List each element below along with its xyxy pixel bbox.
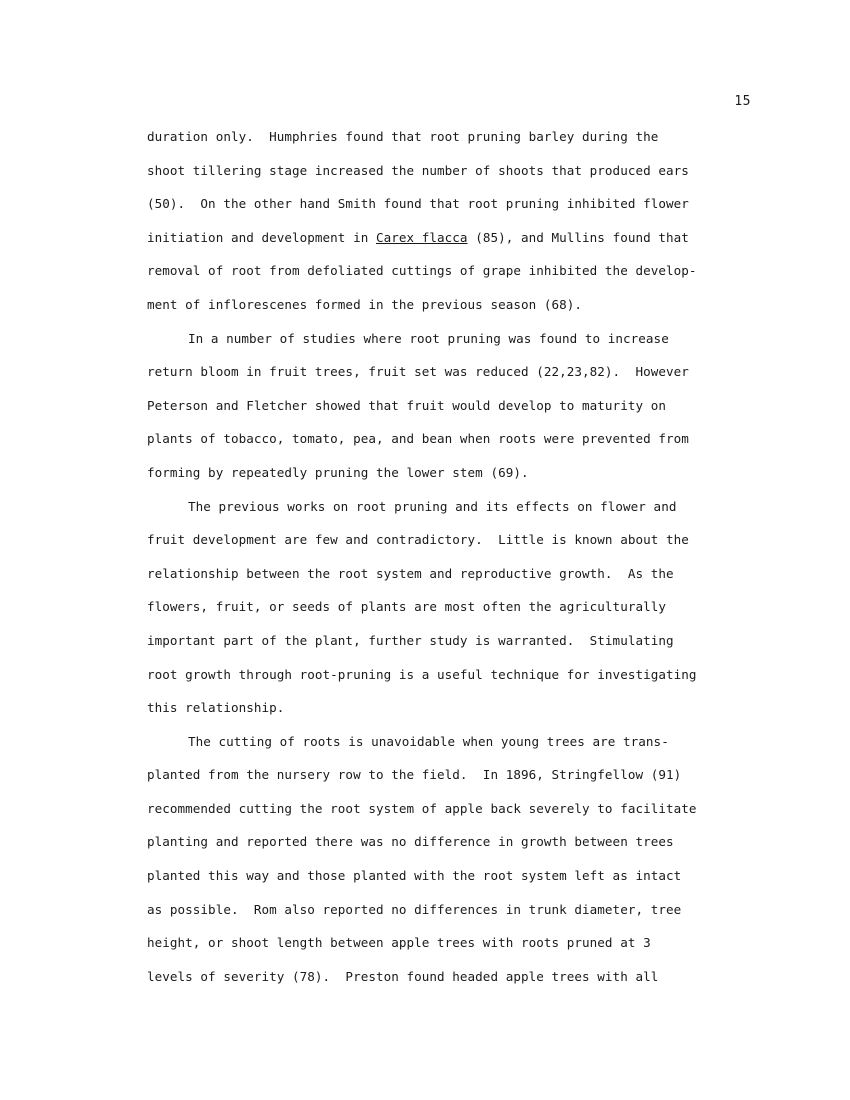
text-line: recommended cutting the root system of apple back severely to facilitate [147, 800, 697, 816]
text-line: ment of inflorescenes formed in the previous season (68). [147, 296, 583, 312]
paragraph-start-line: The previous works on root pruning and its effects on flower and [188, 498, 677, 514]
text-line: removal of root from defoliated cuttings of grape inhibited the develop- [147, 263, 697, 279]
text-line: levels of severity (78). Preston found headed apple trees with all [147, 968, 659, 984]
text-line: important part of the plant, further study is warranted. Stimulating [147, 632, 674, 648]
species-name: Carex flacca [375, 229, 468, 245]
text-line: Peterson and Fletcher showed that fruit would develop to maturity on [147, 397, 666, 413]
text-line: root growth through root-pruning is a useful technique for investigating [147, 666, 697, 682]
body-text [147, 124, 767, 997]
text-line: forming by repeatedly pruning the lower stem (69). [147, 464, 529, 480]
text-line: planting and reported there was no difference in growth between trees [147, 834, 674, 850]
text-line: planted this way and those planted with the root system left as intact [147, 868, 682, 884]
text-line: duration only. Humphries found that root pruning barley during the [147, 129, 659, 144]
text-line: return bloom in fruit trees, fruit set was reduced (22,23,82). However [147, 364, 689, 380]
text-line: as possible. Rom also reported no differences in trunk diameter, tree [147, 901, 682, 917]
paragraph-start-line: In a number of studies where root pruning was found to increase [188, 330, 669, 346]
text-line: plants of tobacco, tomato, pea, and bean when roots were prevented from [147, 431, 689, 447]
text-segment: initiation and development in [147, 229, 376, 245]
text-line: fruit development are few and contradictory. Little is known about the [147, 532, 689, 548]
text-line: relationship between the root system and reproductive growth. As the [147, 565, 674, 581]
text-line: (50). On the other hand Smith found that root pruning inhibited flower [147, 196, 689, 212]
page-number: 15 [734, 94, 751, 109]
text-line: flowers, fruit, or seeds of plants are most often the agriculturally [147, 599, 666, 615]
text-segment: (85), and Mullins found that [467, 229, 689, 245]
paragraph-start-line: The cutting of roots is unavoidable when young trees are trans- [188, 733, 669, 749]
text-line [147, 225, 767, 259]
text-line: this relationship. [147, 700, 285, 716]
text-line: shoot tillering stage increased the number of shoots that produced ears [147, 162, 689, 178]
text-line: planted from the nursery row to the field. In 1896, Stringfellow (91) [147, 767, 682, 783]
text-line: height, or shoot length between apple trees with roots pruned at 3 [147, 935, 651, 951]
